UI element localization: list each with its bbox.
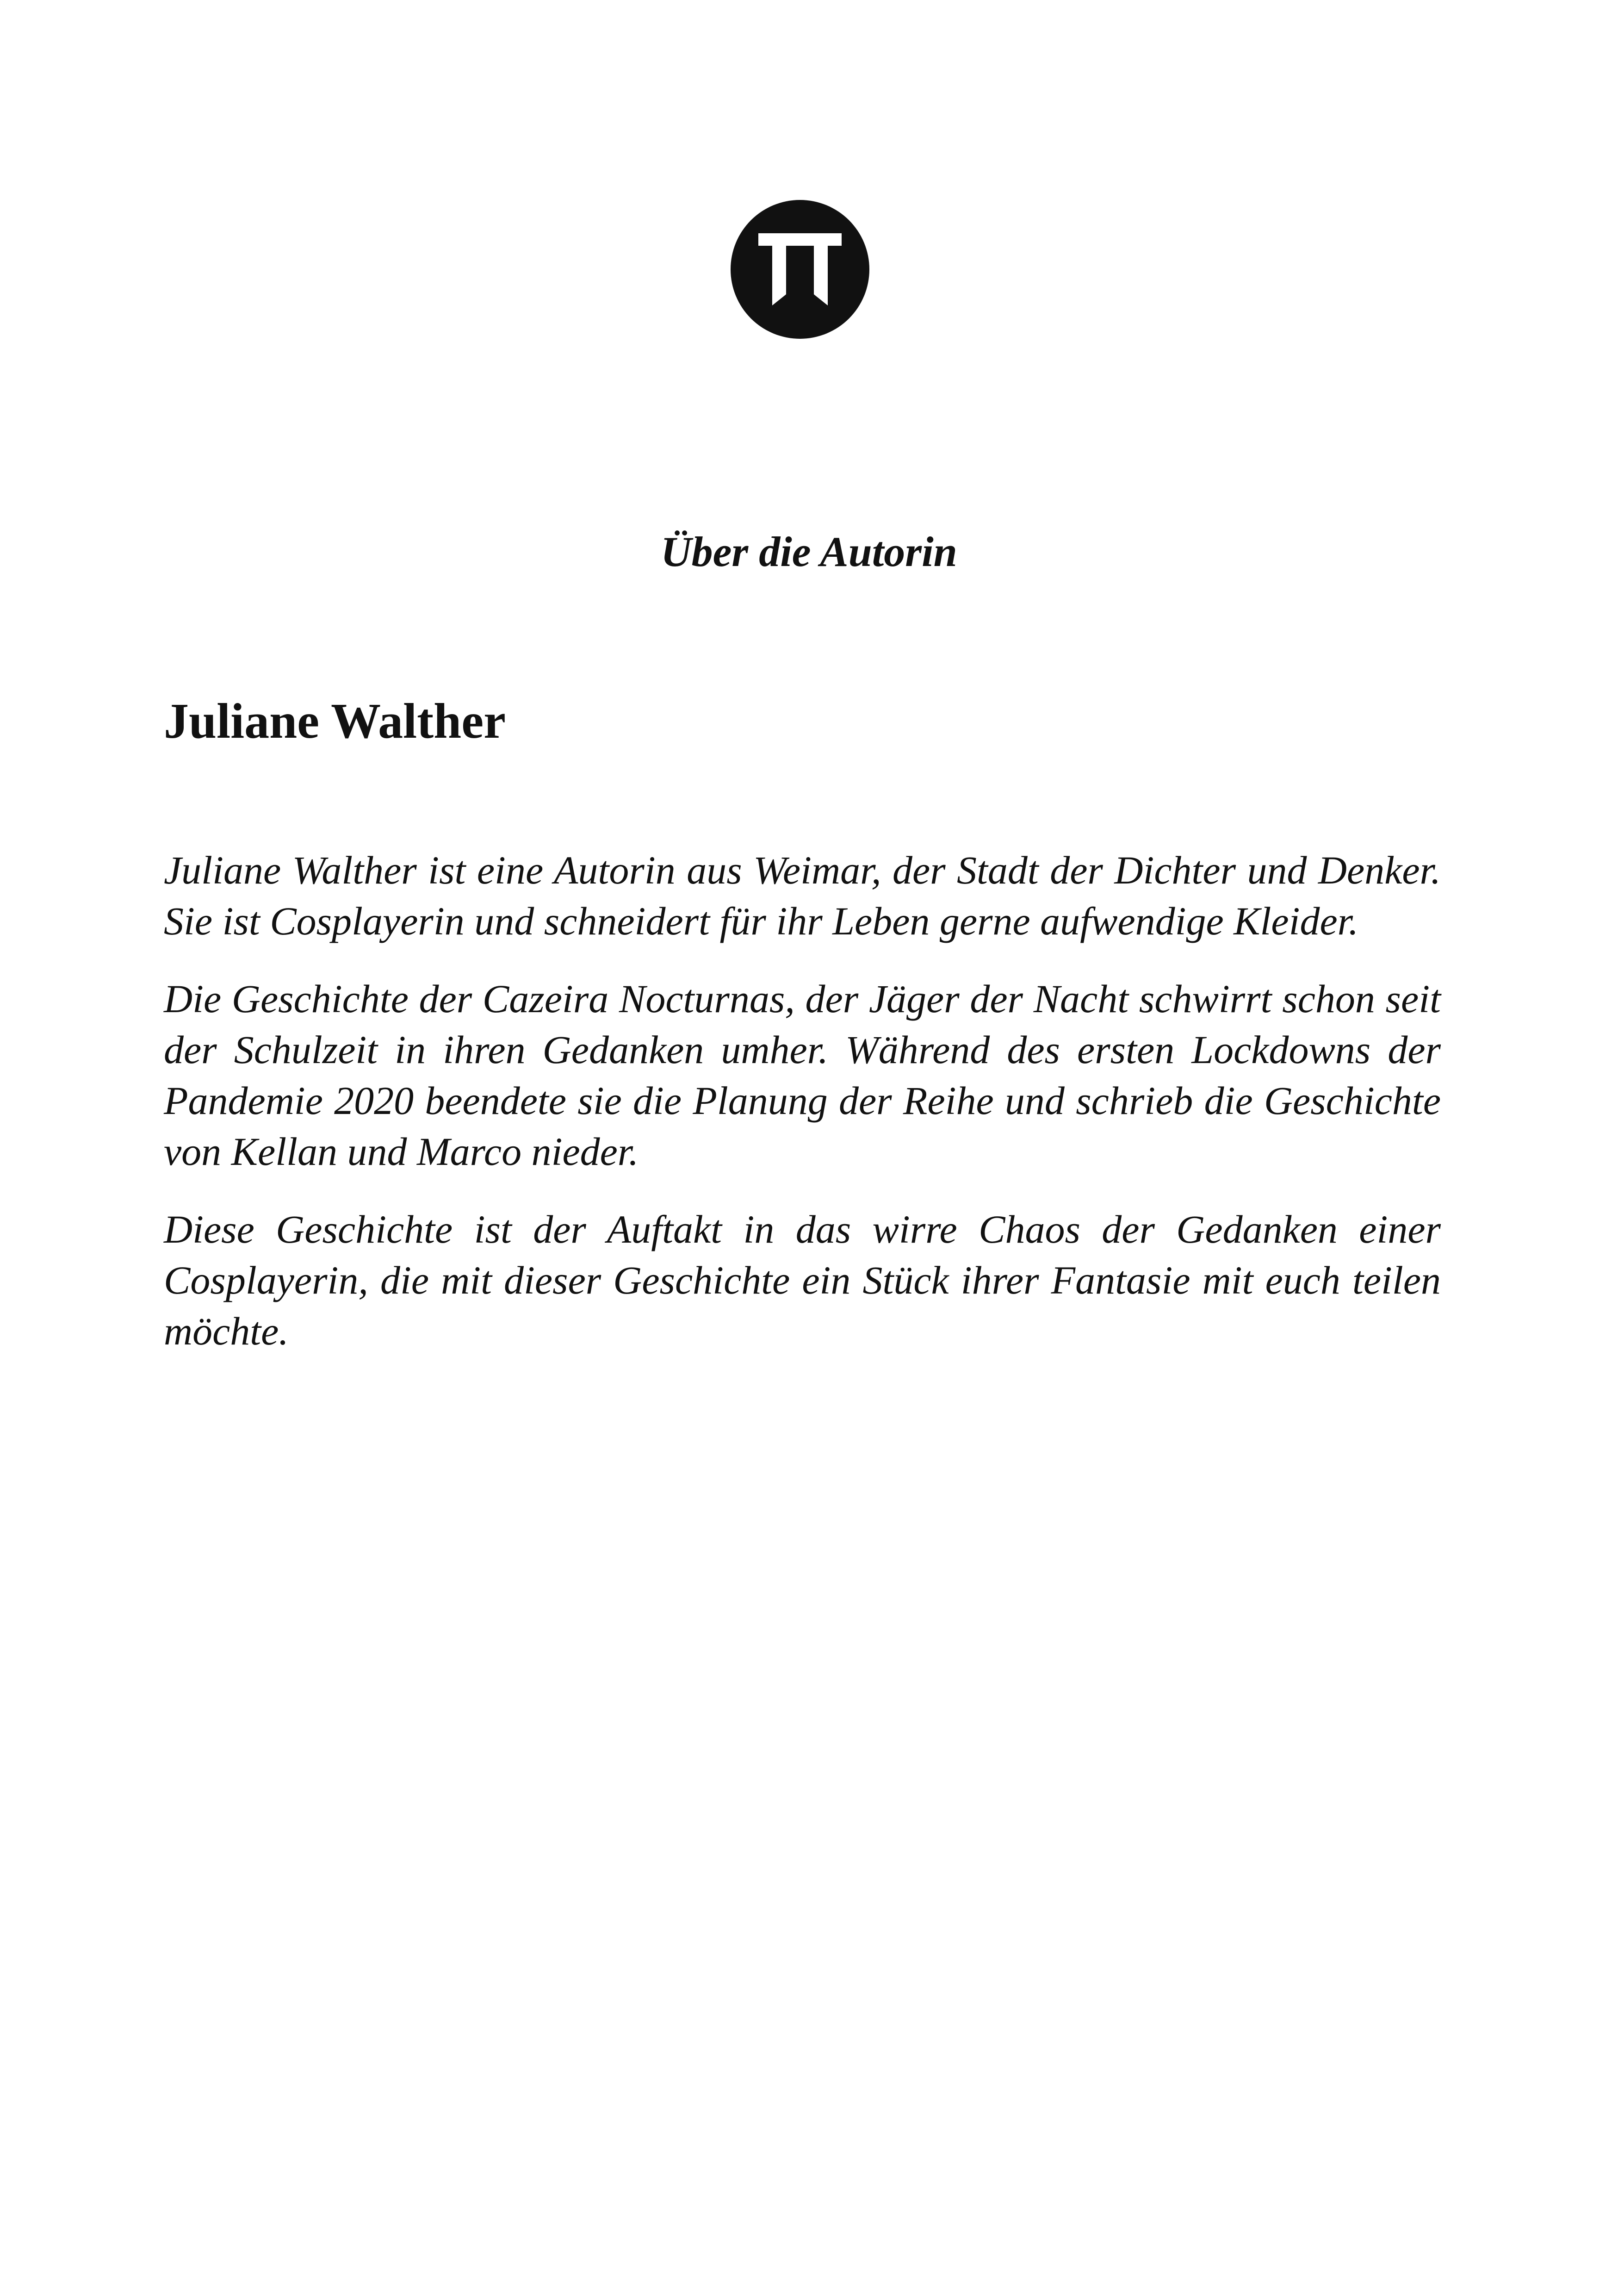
publisher-logo-icon	[731, 200, 869, 339]
bio-paragraph: Die Geschichte der Cazeira Nocturnas, der Jäger der Nacht schwirrt schon seit der Schulzeit in ihren Gedanken umher. Während des ersten Lockdowns der Pandemie 2020 beendete sie die Planung der Reihe und schrieb die Geschichte von Kellan und Marco nieder.	[164, 977, 1441, 1174]
bio-paragraph: Diese Geschichte ist der Auftakt in das wirre Chaos der Gedanken einer Cosplayerin, die mit dieser Geschichte ein Stück ihrer Fantasie mit euch teilen möchte.	[164, 1207, 1441, 1353]
author-bio	[164, 845, 1441, 1383]
bio-paragraph: Juliane Walther ist eine Autorin aus Weimar, der Stadt der Dichter und Denker. Sie ist Cosplayerin und schneidert für ihr Leben gerne aufwendige Kleider.	[164, 848, 1441, 943]
author-name: Juliane Walther	[164, 694, 506, 749]
section-heading: Über die Autorin	[661, 528, 957, 575]
